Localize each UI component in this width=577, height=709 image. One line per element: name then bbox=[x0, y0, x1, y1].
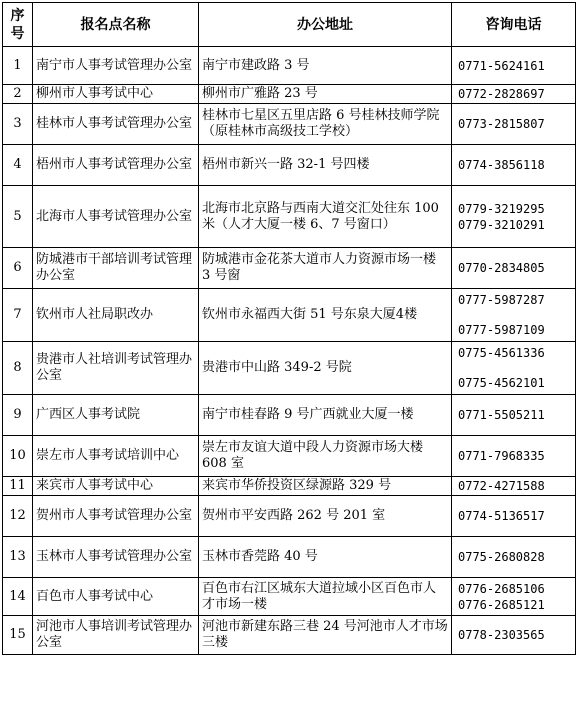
office-address: 贺州市平安西路 262 号 201 室 bbox=[199, 496, 452, 537]
header-name: 报名点名称 bbox=[33, 3, 199, 47]
office-phone-cell bbox=[452, 616, 576, 655]
phone-number: 0775-2680828 bbox=[458, 550, 545, 564]
office-address: 梧州市新兴一路 32-1 号四楼 bbox=[199, 145, 452, 186]
table-row bbox=[3, 104, 576, 145]
office-phone-cell bbox=[452, 395, 576, 436]
office-phone-cell bbox=[452, 496, 576, 537]
phone-number: 0779-3219295 bbox=[458, 201, 545, 216]
office-name: 梧州市人事考试管理办公室 bbox=[33, 145, 199, 186]
office-name: 广西区人事考试院 bbox=[33, 395, 199, 436]
office-address: 百色市右江区城东大道拉域小区百色市人才市场一楼 bbox=[199, 578, 452, 616]
office-phone-cell bbox=[452, 104, 576, 145]
row-index: 6 bbox=[3, 248, 33, 289]
phone-number: 0772-2828697 bbox=[458, 87, 545, 101]
office-name: 河池市人事培训考试管理办公室 bbox=[33, 616, 199, 655]
table-row bbox=[3, 616, 576, 655]
row-index: 4 bbox=[3, 145, 33, 186]
office-phone-cell bbox=[452, 186, 576, 248]
table-row bbox=[3, 537, 576, 578]
row-index: 10 bbox=[3, 436, 33, 477]
phone-number: 0770-2834805 bbox=[458, 261, 545, 275]
row-index: 7 bbox=[3, 289, 33, 342]
row-index: 14 bbox=[3, 578, 33, 616]
header-row bbox=[3, 3, 576, 47]
office-name: 北海市人事考试管理办公室 bbox=[33, 186, 199, 248]
office-phone-cell bbox=[452, 289, 576, 342]
phone-number: 0779-3210291 bbox=[458, 217, 545, 232]
office-address: 北海市北京路与西南大道交汇处往东 100 米（人才大厦一楼 6、7 号窗口） bbox=[199, 186, 452, 248]
table-row bbox=[3, 248, 576, 289]
contact-table-container bbox=[2, 2, 575, 655]
office-address: 来宾市华侨投资区绿源路 329 号 bbox=[199, 477, 452, 496]
office-name: 贺州市人事考试管理办公室 bbox=[33, 496, 199, 537]
office-address: 南宁市桂春路 9 号广西就业大厦一楼 bbox=[199, 395, 452, 436]
header-phone: 咨询电话 bbox=[452, 3, 576, 47]
row-index: 3 bbox=[3, 104, 33, 145]
phone-number: 0774-3856118 bbox=[458, 158, 545, 172]
phone-number: 0771-5505211 bbox=[458, 408, 545, 422]
phone-number: 0776-2685106 bbox=[458, 581, 545, 596]
phone-number: 0773-2815807 bbox=[458, 117, 545, 131]
phone-number: 0772-4271588 bbox=[458, 479, 545, 493]
office-name: 防城港市干部培训考试管理办公室 bbox=[33, 248, 199, 289]
phone-number: 0778-2303565 bbox=[458, 628, 545, 642]
row-index: 2 bbox=[3, 85, 33, 104]
table-row bbox=[3, 477, 576, 496]
header-index: 序号 bbox=[3, 3, 33, 47]
office-address: 钦州市永福西大街 51 号东泉大厦4楼 bbox=[199, 289, 452, 342]
phone-number: 0771-5624161 bbox=[458, 58, 545, 73]
table-row bbox=[3, 578, 576, 616]
table-body bbox=[3, 47, 576, 655]
office-phone-cell bbox=[452, 342, 576, 395]
phone-number: 0775-4561336 bbox=[458, 346, 545, 360]
table-row bbox=[3, 436, 576, 477]
office-address: 河池市新建东路三巷 24 号河池市人才市场三楼 bbox=[199, 616, 452, 655]
office-name: 桂林市人事考试管理办公室 bbox=[33, 104, 199, 145]
row-index: 8 bbox=[3, 342, 33, 395]
phone-number: 0775-4562101 bbox=[458, 376, 545, 390]
office-name: 钦州市人社局职改办 bbox=[33, 289, 199, 342]
office-name: 百色市人事考试中心 bbox=[33, 578, 199, 616]
office-address: 南宁市建政路 3 号 bbox=[199, 47, 452, 85]
office-phone-cell bbox=[452, 537, 576, 578]
table-row bbox=[3, 342, 576, 395]
office-name: 崇左市人事考试培训中心 bbox=[33, 436, 199, 477]
phone-number: 0777-5987287 bbox=[458, 293, 545, 307]
row-index: 11 bbox=[3, 477, 33, 496]
row-index: 12 bbox=[3, 496, 33, 537]
header-address: 办公地址 bbox=[199, 3, 452, 47]
table-row bbox=[3, 289, 576, 342]
phone-number: 0777-5987109 bbox=[458, 323, 545, 337]
office-address: 玉林市香莞路 40 号 bbox=[199, 537, 452, 578]
table-row bbox=[3, 47, 576, 85]
table-row bbox=[3, 496, 576, 537]
table-row bbox=[3, 186, 576, 248]
office-phone-cell bbox=[452, 436, 576, 477]
table-row bbox=[3, 395, 576, 436]
row-index: 1 bbox=[3, 47, 33, 85]
office-name: 贵港市人社培训考试管理办公室 bbox=[33, 342, 199, 395]
office-address: 柳州市广雅路 23 号 bbox=[199, 85, 452, 104]
office-address: 防城港市金花茶大道市人力资源市场一楼 3 号窗 bbox=[199, 248, 452, 289]
table-row bbox=[3, 145, 576, 186]
phone-number: 0774-5136517 bbox=[458, 509, 545, 523]
office-phone-cell bbox=[452, 578, 576, 616]
office-address: 崇左市友谊大道中段人力资源市场大楼 608 室 bbox=[199, 436, 452, 477]
row-index: 15 bbox=[3, 616, 33, 655]
office-phone-cell bbox=[452, 47, 576, 85]
office-address: 贵港市中山路 349-2 号院 bbox=[199, 342, 452, 395]
row-index: 9 bbox=[3, 395, 33, 436]
exam-registration-table bbox=[2, 2, 576, 655]
phone-number: 0776-2685121 bbox=[458, 597, 545, 612]
office-name: 柳州市人事考试中心 bbox=[33, 85, 199, 104]
office-phone-cell bbox=[452, 145, 576, 186]
row-index: 5 bbox=[3, 186, 33, 248]
office-name: 南宁市人事考试管理办公室 bbox=[33, 47, 199, 85]
office-phone-cell bbox=[452, 477, 576, 496]
office-address: 桂林市七星区五里店路 6 号桂林技师学院（原桂林市高级技工学校） bbox=[199, 104, 452, 145]
office-phone-cell bbox=[452, 248, 576, 289]
office-name: 玉林市人事考试管理办公室 bbox=[33, 537, 199, 578]
office-phone-cell bbox=[452, 85, 576, 104]
table-row bbox=[3, 85, 576, 104]
office-name: 来宾市人事考试中心 bbox=[33, 477, 199, 496]
phone-number: 0771-7968335 bbox=[458, 449, 545, 463]
row-index: 13 bbox=[3, 537, 33, 578]
